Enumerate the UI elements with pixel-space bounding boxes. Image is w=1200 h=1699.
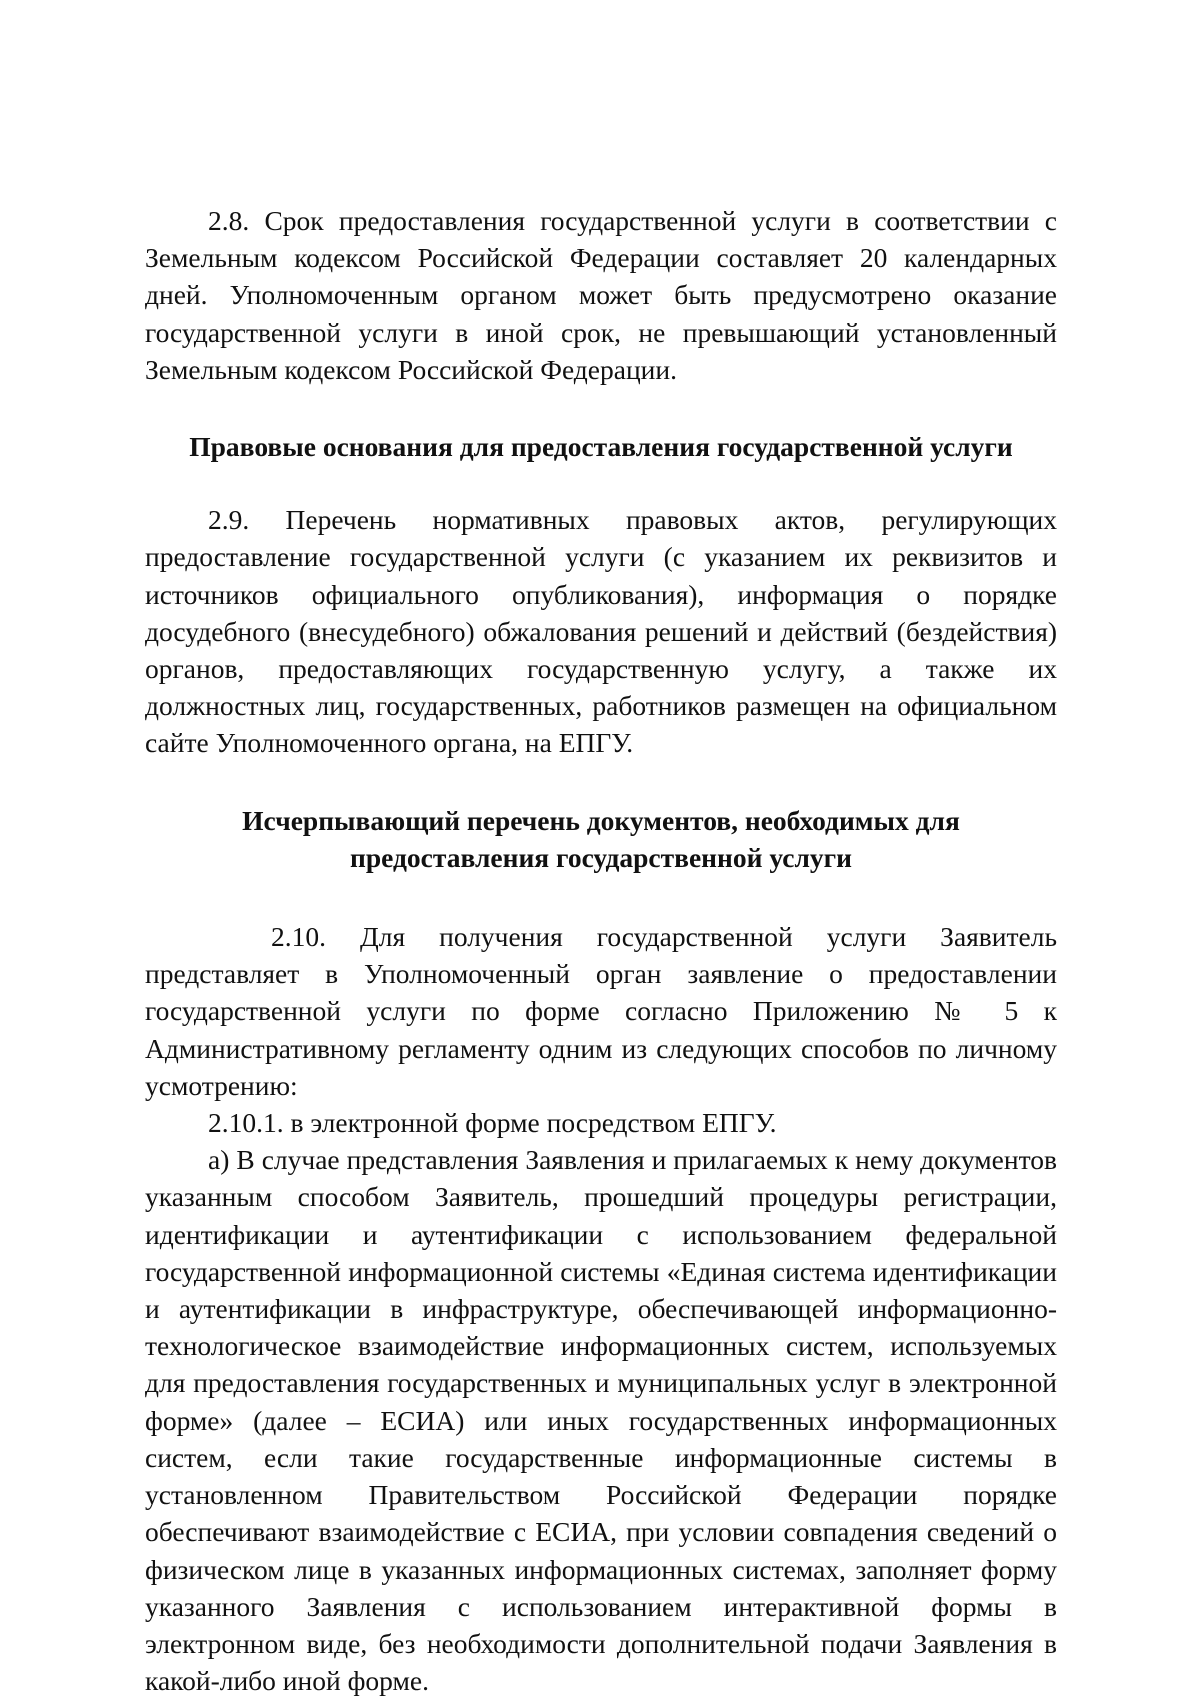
paragraph-2-10-1: 2.10.1. в электронной форме посредством ЕПГУ. (208, 1107, 777, 1139)
paragraph-2-8: 2.8. Срок предоставления государственной услуги в соответствии с Земельным кодексом Российской Федерации составляет 20 календарных дней. Уполномоченным органом может быть предусмотрено оказание государственной услуги в иной срок, не превышающий установленный Земельным кодексом Российской Федерации. (145, 205, 1057, 385)
paragraph-item-a: а) В случае представления Заявления и прилагаемых к нему документов указанным способом Заявитель, прошедший процедуры регистрации, идентификации и аутентификации с использованием федеральной государственной информационной системы «Единая система идентификации и аутентификации в инфраструктуре, обеспечивающей информационно-технологическое взаимодействие информационных систем, используемых для предоставления государственных и муниципальных услуг в электронной форме» (далее – ЕСИА) или иных государственных информационных систем, если такие государственные информационные системы в установленном Правительством Российской Федерации порядке обеспечивают взаимодействие с ЕСИА, при условии совпадения сведений о физическом лице в указанных информационных системах, заполняет форму указанного Заявления с использованием интерактивной формы в электронном виде, без необходимости дополнительной подачи Заявления в какой-либо иной форме. (145, 1144, 1057, 1697)
heading-legal-grounds: Правовые основания для предоставления государственной услуги (189, 431, 1013, 463)
paragraph-2-9: 2.9. Перечень нормативных правовых актов, регулирующих предоставление государственной услуги (с указанием их реквизитов и источников официального опубликования), информация о порядке досудебного (внесудебного) обжалования решений и действий (бездействия) органов, предоставляющих государственную услугу, а также их должностных лиц, государственных, работников размещен на официальном сайте Уполномоченного органа, на ЕПГУ. (145, 504, 1057, 759)
heading-documents-list: Исчерпывающий перечень документов, необходимых для предоставления государственной услуги (242, 804, 960, 873)
document-page (145, 202, 1057, 1699)
paragraph-2-10: 2.10. Для получения государственной услуги Заявитель представляет в Уполномоченный орган заявление о предоставлении государственной услуги по форме согласно Приложению № 5 к Административному регламенту одним из следующих способов по личному усмотрению: (145, 921, 1057, 1101)
